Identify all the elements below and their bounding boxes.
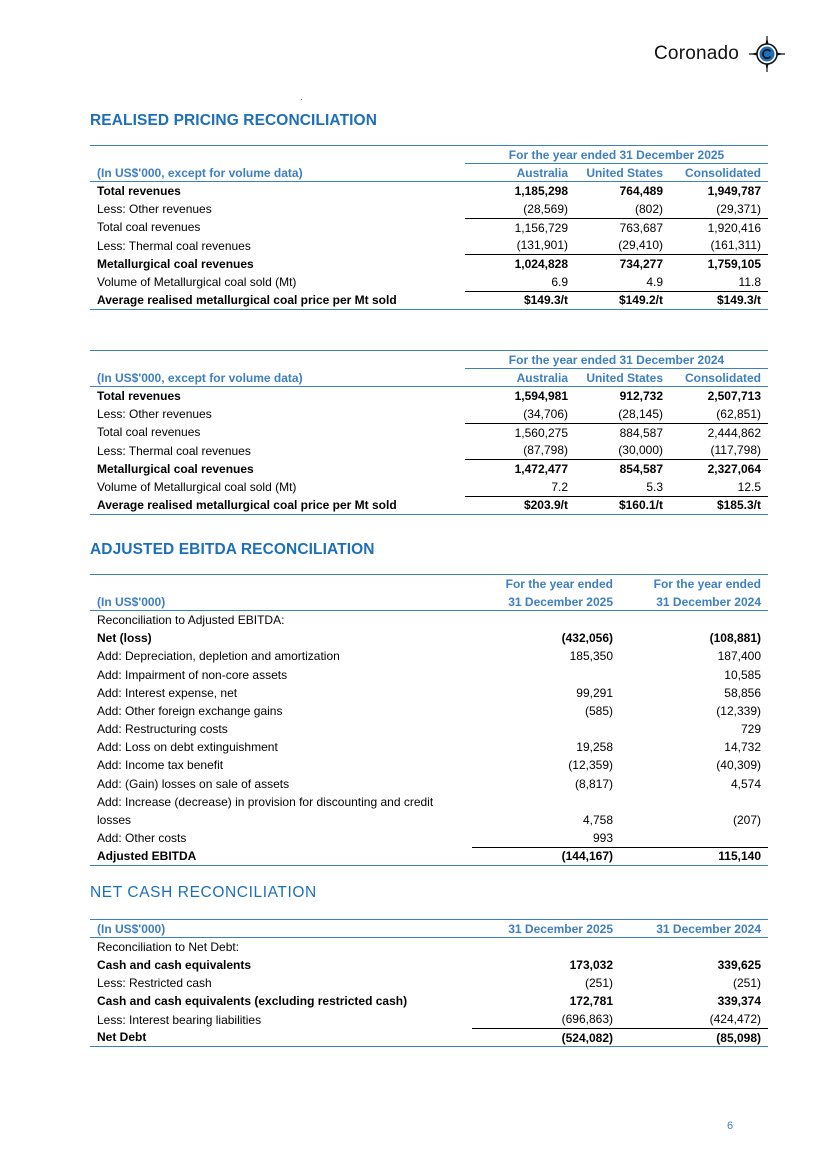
table-row — [90, 974, 768, 992]
cell: (87,798) — [465, 441, 575, 459]
cell: 1,949,787 — [707, 184, 761, 199]
cell — [620, 793, 768, 811]
row-label: Add: Other costs — [97, 831, 187, 846]
cell: (161,311) — [670, 236, 768, 254]
page-number: 6 — [727, 1120, 734, 1132]
cell: (29,410) — [575, 236, 670, 254]
table-row — [90, 756, 768, 774]
cell: 173,032 — [569, 957, 613, 972]
column-header-row — [90, 920, 768, 938]
row-label: Volume of Metallurgical coal sold (Mt) — [97, 274, 297, 289]
cell: (207) — [732, 813, 761, 828]
company-logo — [654, 36, 794, 72]
cell: 10,585 — [724, 667, 761, 682]
row-label: Add: Restructuring costs — [97, 722, 228, 737]
row-label: Net (loss) — [97, 631, 152, 646]
table-row — [90, 992, 768, 1010]
table-row — [90, 956, 768, 974]
cell: 172,781 — [569, 994, 613, 1009]
row-label: Less: Interest bearing liabilities — [97, 1012, 262, 1027]
table-row — [90, 1029, 768, 1047]
ebitda-table — [90, 574, 768, 866]
table-row — [90, 236, 768, 254]
cell: 4.9 — [575, 273, 670, 291]
cell: 185,350 — [569, 649, 613, 664]
cell: 4,574 — [730, 776, 761, 791]
table-row — [90, 387, 768, 405]
cell: 99,291 — [576, 685, 613, 700]
cell: (85,098) — [620, 1029, 768, 1047]
ebitda-section-title: ADJUSTED EBITDA RECONCILIATION — [90, 541, 375, 558]
row-label: Less: Thermal coal revenues — [97, 238, 251, 253]
col-2025: 31 December 2025 — [472, 920, 620, 938]
row-label: Cash and cash equivalents — [97, 957, 252, 972]
column-header-row-top — [90, 575, 768, 593]
table-row — [90, 793, 768, 811]
cell: 912,732 — [619, 389, 663, 404]
cell: (108,881) — [709, 631, 761, 646]
cell: 187,400 — [717, 649, 761, 664]
table-row — [90, 611, 768, 629]
table-row — [90, 938, 768, 956]
cell: (12,359) — [568, 758, 613, 773]
table-row — [90, 218, 768, 236]
table-row — [90, 702, 768, 720]
cell: 2,444,862 — [707, 425, 761, 440]
cell — [472, 793, 620, 811]
cell: 1,472,477 — [514, 461, 568, 476]
row-label: Net Debt — [90, 1029, 472, 1047]
cell: 1,759,105 — [707, 256, 761, 271]
row-label: Add: Increase (decrease) in provision for discounting and credit — [97, 794, 434, 809]
column-header-row — [90, 369, 768, 387]
row-label: Average realised metallurgical coal price per Mt sold — [90, 291, 465, 309]
cell — [472, 720, 620, 738]
cell: 5.3 — [575, 478, 670, 496]
cell: 58,856 — [724, 685, 761, 700]
column-header-row — [90, 593, 768, 611]
netcash-section-title: NET CASH RECONCILIATION — [90, 884, 317, 901]
table-row — [90, 847, 768, 865]
period-row — [90, 351, 768, 369]
table-row — [90, 775, 768, 793]
logo-wordmark: Coronado — [654, 43, 740, 64]
table-row — [90, 405, 768, 423]
row-label: Volume of Metallurgical coal sold (Mt) — [97, 479, 297, 494]
cell: 884,587 — [619, 425, 663, 440]
row-label: Total revenues — [97, 389, 181, 404]
cell: 763,687 — [619, 220, 663, 235]
row-label: Metallurgical coal revenues — [97, 461, 254, 476]
cell: 339,625 — [717, 957, 761, 972]
cell: 854,587 — [619, 461, 663, 476]
col-2025-line1: For the year ended — [472, 575, 620, 593]
cell: (12,339) — [716, 703, 761, 718]
row-label: Total revenues — [97, 184, 181, 199]
cell: (696,863) — [472, 1010, 620, 1028]
table-row — [90, 829, 768, 847]
cell: 11.8 — [670, 273, 768, 291]
row-label: Add: Loss on debt extinguishment — [97, 740, 278, 755]
cell: $149.2/t — [575, 291, 670, 309]
cell: (585) — [584, 703, 613, 718]
cell: 1,560,275 — [514, 425, 568, 440]
unit-label: (In US$'000, except for volume data) — [90, 164, 465, 182]
row-label: Reconciliation to Net Debt: — [97, 940, 240, 955]
row-label: Cash and cash equivalents (excluding restricted cash) — [97, 994, 408, 1009]
table-row — [90, 478, 768, 496]
table-row — [90, 647, 768, 665]
table-row — [90, 684, 768, 702]
cell: 1,594,981 — [514, 389, 568, 404]
cell: (432,056) — [561, 631, 613, 646]
row-label: Less: Other revenues — [97, 407, 212, 422]
col-2025-line2: 31 December 2025 — [472, 593, 620, 611]
cell: 729 — [740, 722, 761, 737]
col-united-states: United States — [575, 164, 670, 182]
col-united-states: United States — [575, 369, 670, 387]
cell: (8,817) — [574, 776, 613, 791]
table-row — [90, 441, 768, 459]
table-row — [90, 496, 768, 514]
cell: (34,706) — [465, 405, 575, 423]
row-label: Adjusted EBITDA — [90, 847, 472, 865]
table-row — [90, 665, 768, 683]
col-consolidated: Consolidated — [670, 369, 768, 387]
row-label: losses — [97, 813, 132, 828]
cell: 764,489 — [619, 184, 663, 199]
cell: 993 — [472, 829, 620, 847]
row-label: Add: (Gain) losses on sale of assets — [97, 776, 290, 791]
row-label: Average realised metallurgical coal price per Mt sold — [90, 496, 465, 514]
table-row — [90, 1010, 768, 1028]
table-row — [90, 629, 768, 647]
table-row — [90, 255, 768, 273]
cell: (117,798) — [670, 441, 768, 459]
cell: $149.3/t — [465, 291, 575, 309]
cell: 12.5 — [670, 478, 768, 496]
cell: (251) — [732, 976, 761, 991]
cell: (40,309) — [716, 758, 761, 773]
cell: 2,327,064 — [707, 461, 761, 476]
pricing-section-title: REALISED PRICING RECONCILIATION — [90, 112, 377, 129]
unit-label: (In US$'000) — [90, 920, 472, 938]
cell: 7.2 — [465, 478, 575, 496]
cell: (29,371) — [670, 200, 768, 218]
cell: 2,507,713 — [707, 389, 761, 404]
table-row — [90, 182, 768, 200]
cell: (28,145) — [575, 405, 670, 423]
row-label: Less: Restricted cash — [97, 976, 212, 991]
cell: $149.3/t — [670, 291, 768, 309]
period-header: For the year ended 31 December 2025 — [465, 146, 768, 164]
column-header-row — [90, 164, 768, 182]
cell: 6.9 — [465, 273, 575, 291]
row-label: Total coal revenues — [97, 425, 201, 440]
compass-logo-icon — [749, 36, 785, 72]
row-label: Less: Thermal coal revenues — [97, 443, 251, 458]
col-australia: Australia — [465, 369, 575, 387]
cell: 1,185,298 — [514, 184, 568, 199]
cell: (802) — [575, 200, 670, 218]
unit-label: (In US$'000, except for volume data) — [90, 369, 465, 387]
cell — [620, 829, 768, 847]
period-header: For the year ended 31 December 2024 — [465, 351, 768, 369]
table-row — [90, 811, 768, 829]
table-row — [90, 738, 768, 756]
table-row — [90, 291, 768, 309]
table-row — [90, 273, 768, 291]
row-label: Add: Income tax benefit — [97, 758, 224, 773]
row-label: Less: Other revenues — [97, 202, 212, 217]
cell: 1,156,729 — [514, 220, 568, 235]
table-row — [90, 720, 768, 738]
cell: $203.9/t — [465, 496, 575, 514]
cell: 339,374 — [717, 994, 761, 1009]
cell: (62,851) — [670, 405, 768, 423]
col-2024: 31 December 2024 — [620, 920, 768, 938]
stray-mark — [301, 99, 302, 100]
cell: $160.1/t — [575, 496, 670, 514]
row-label: Total coal revenues — [97, 220, 201, 235]
unit-label: (In US$'000) — [90, 593, 472, 611]
pricing-table-2025 — [90, 145, 768, 310]
cell: (30,000) — [575, 441, 670, 459]
cell — [472, 665, 620, 683]
table-row — [90, 460, 768, 478]
row-label: Add: Depreciation, depletion and amortization — [97, 649, 340, 664]
col-2024-line1: For the year ended — [620, 575, 768, 593]
cell: (524,082) — [472, 1029, 620, 1047]
cell: 14,732 — [724, 740, 761, 755]
row-label: Reconciliation to Adjusted EBITDA: — [97, 613, 285, 628]
col-consolidated: Consolidated — [670, 164, 768, 182]
cell: 734,277 — [619, 256, 663, 271]
cell: 19,258 — [576, 740, 613, 755]
col-australia: Australia — [465, 164, 575, 182]
cell: (28,569) — [465, 200, 575, 218]
cell: 4,758 — [582, 813, 613, 828]
row-label: Add: Impairment of non-core assets — [97, 667, 288, 682]
table-row — [90, 423, 768, 441]
table-row — [90, 200, 768, 218]
cell: (424,472) — [620, 1010, 768, 1028]
period-row — [90, 146, 768, 164]
cell: 1,920,416 — [707, 220, 761, 235]
cell: 1,024,828 — [514, 256, 568, 271]
pricing-table-2024 — [90, 350, 768, 515]
col-2024-line2: 31 December 2024 — [620, 593, 768, 611]
cell: (251) — [584, 976, 613, 991]
netcash-table — [90, 919, 768, 1047]
cell: $185.3/t — [670, 496, 768, 514]
cell: 115,140 — [620, 847, 768, 865]
row-label: Add: Interest expense, net — [97, 685, 238, 700]
cell: (144,167) — [472, 847, 620, 865]
cell: (131,901) — [465, 236, 575, 254]
row-label: Metallurgical coal revenues — [97, 256, 254, 271]
row-label: Add: Other foreign exchange gains — [97, 703, 283, 718]
